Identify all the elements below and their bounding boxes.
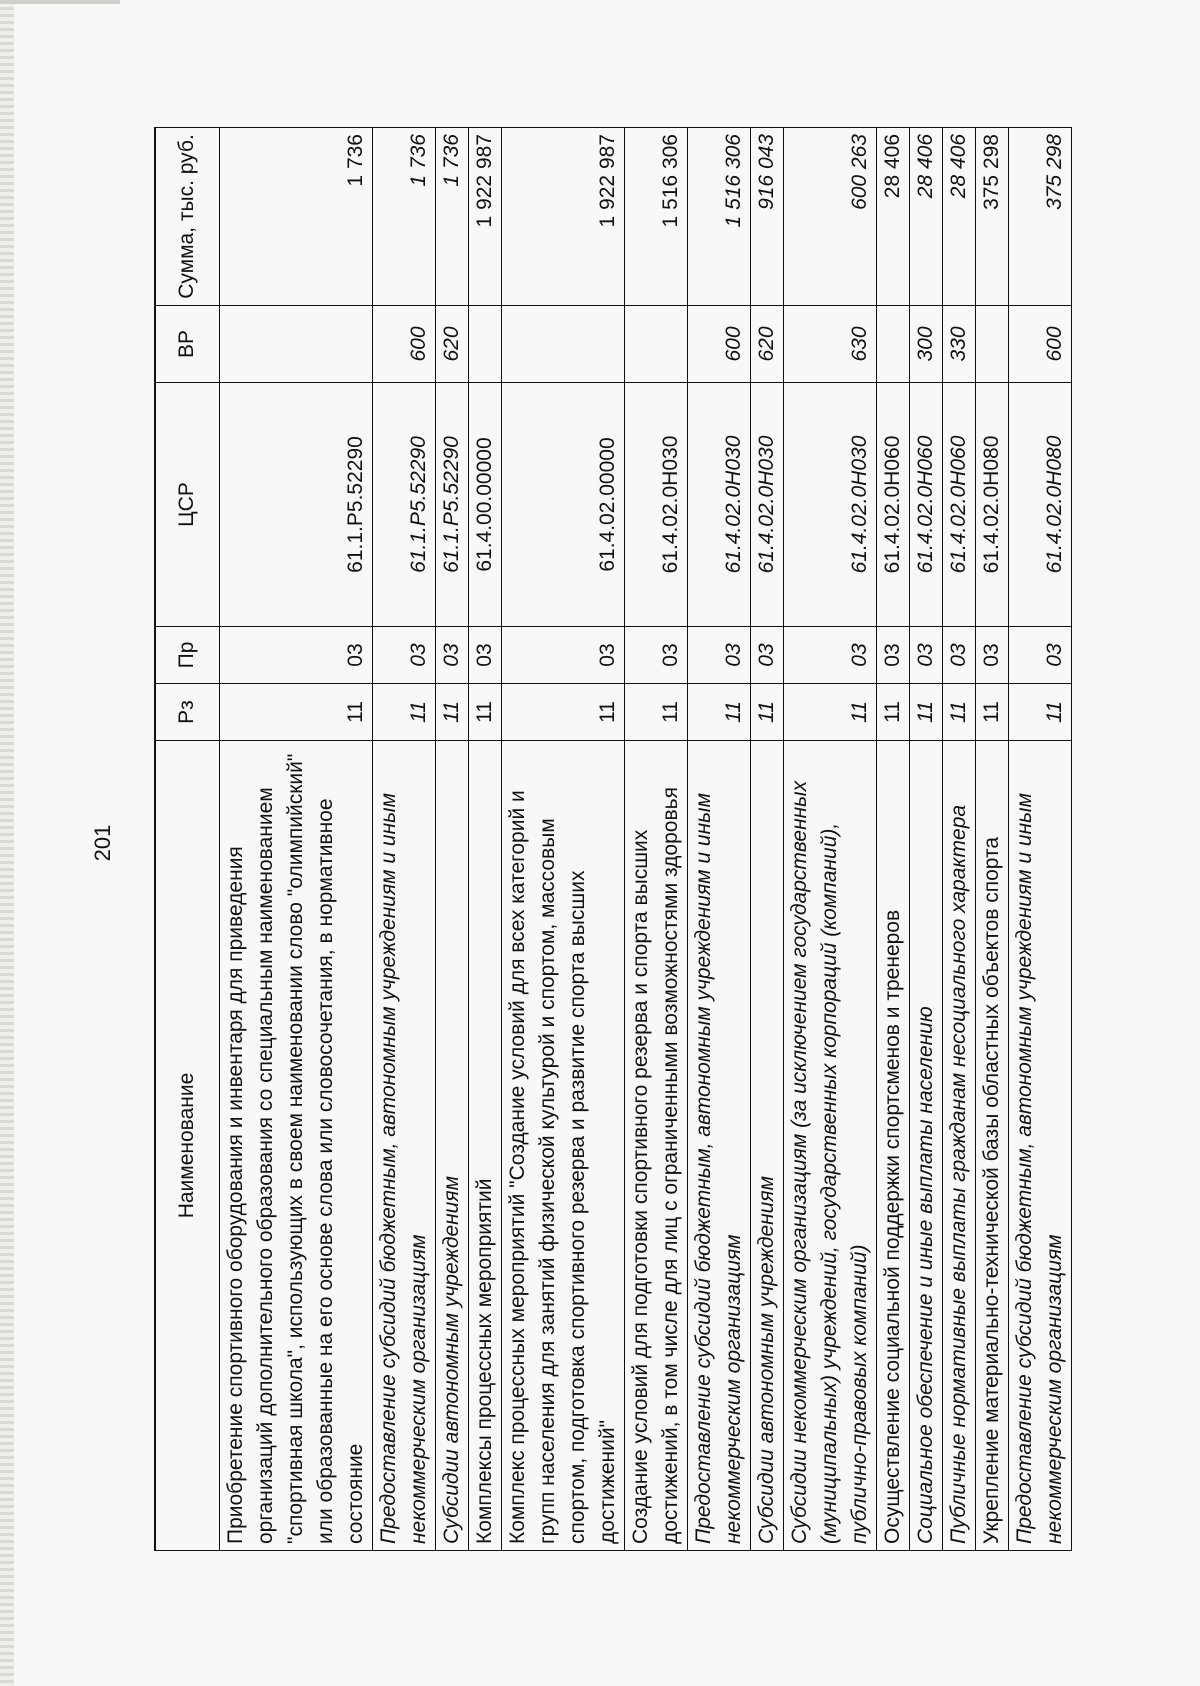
cell-vr: 620 (750, 306, 783, 383)
cell-name: Приобретение спортивного оборудования и инвентаря для приведения организаций дополнительного образования со специальным наименованием "спортивная школа", использующих в своем наименовании слово "олимпийский" или образованные на его основе слова или словосочетания, в нормативное состояние (219, 741, 372, 1551)
cell-rz: 11 (975, 684, 1008, 741)
cell-vr: 600 (687, 306, 750, 383)
cell-rz: 11 (219, 684, 372, 741)
cell-name: Субсидии автономным учреждениям (435, 741, 468, 1551)
cell-csr: 61.4.02.0Н060 (876, 383, 909, 627)
cell-name: Публичные нормативные выплаты гражданам несоциального характера (942, 741, 975, 1551)
cell-rz: 11 (687, 684, 750, 741)
cell-vr: 300 (909, 306, 942, 383)
table-row (942, 128, 975, 1551)
cell-vr: 330 (942, 306, 975, 383)
cell-csr: 61.4.00.00000 (468, 383, 501, 627)
table-row (372, 128, 435, 1551)
cell-name: Укрепление материально-технической базы областных объектов спорта (975, 741, 1008, 1551)
table-row (876, 128, 909, 1551)
cell-vr (624, 306, 687, 383)
cell-pr: 03 (783, 627, 876, 684)
cell-sum: 28 406 (909, 128, 942, 306)
cell-sum: 1 736 (435, 128, 468, 306)
cell-sum: 1 516 306 (687, 128, 750, 306)
cell-vr (876, 306, 909, 383)
header-rz: Рз (155, 684, 219, 741)
cell-name: Предоставление субсидий бюджетным, автономным учреждениям и иным некоммерческим организациям (1008, 741, 1071, 1551)
cell-csr: 61.4.02.0Н030 (624, 383, 687, 627)
cell-rz: 11 (942, 684, 975, 741)
cell-sum: 1 922 987 (501, 128, 624, 306)
cell-rz: 11 (876, 684, 909, 741)
cell-pr: 03 (687, 627, 750, 684)
cell-pr: 03 (219, 627, 372, 684)
cell-csr: 61.4.02.0Н060 (909, 383, 942, 627)
cell-vr: 620 (435, 306, 468, 383)
cell-csr: 61.4.02.0Н060 (942, 383, 975, 627)
table-row (687, 128, 750, 1551)
header-sum: Сумма, тыс. руб. (155, 128, 219, 306)
cell-vr: 600 (372, 306, 435, 383)
cell-vr: 630 (783, 306, 876, 383)
cell-csr: 61.4.02.0Н030 (750, 383, 783, 627)
cell-sum: 375 298 (1008, 128, 1071, 306)
table-row (750, 128, 783, 1551)
scan-edge-top (0, 0, 120, 4)
cell-pr: 03 (372, 627, 435, 684)
cell-csr: 61.1.P5.52290 (219, 383, 372, 627)
cell-sum: 28 406 (876, 128, 909, 306)
cell-rz: 11 (501, 684, 624, 741)
cell-sum: 1 736 (372, 128, 435, 306)
cell-pr: 03 (501, 627, 624, 684)
page-number: 201 (90, 824, 115, 862)
cell-name: Комплексы процессных мероприятий (468, 741, 501, 1551)
cell-csr: 61.4.02.0Н080 (975, 383, 1008, 627)
cell-vr (468, 306, 501, 383)
cell-pr: 03 (975, 627, 1008, 684)
cell-sum: 916 043 (750, 128, 783, 306)
table-row (468, 128, 501, 1551)
rotated-page-content (154, 128, 1065, 1551)
cell-vr (501, 306, 624, 383)
table-row (501, 128, 624, 1551)
cell-sum: 600 263 (783, 128, 876, 306)
cell-csr: 61.4.02.0Н030 (687, 383, 750, 627)
cell-sum: 1 516 306 (624, 128, 687, 306)
cell-rz: 11 (624, 684, 687, 741)
cell-name: Субсидии некоммерческим организациям (за исключением государственных (муниципальных) учреждений, государственных корпораций (компаний), публично-правовых компаний) (783, 741, 876, 1551)
cell-rz: 11 (1008, 684, 1071, 741)
cell-rz: 11 (435, 684, 468, 741)
cell-vr (975, 306, 1008, 383)
cell-pr: 03 (942, 627, 975, 684)
budget-table (154, 127, 1072, 1551)
header-name: Наименование (155, 741, 219, 1551)
cell-name: Осуществление социальной поддержки спортсменов и тренеров (876, 741, 909, 1551)
cell-vr (219, 306, 372, 383)
cell-csr: 61.1.P5.52290 (372, 383, 435, 627)
cell-name: Комплекс процессных мероприятий "Создание условий для всех категорий и групп населения для занятий физической культурой и спортом, массовым спортом, подготовка спортивного резерва и развитие спорта высших достижений" (501, 741, 624, 1551)
cell-vr: 600 (1008, 306, 1071, 383)
cell-pr: 03 (1008, 627, 1071, 684)
cell-sum: 28 406 (942, 128, 975, 306)
cell-pr: 03 (468, 627, 501, 684)
cell-rz: 11 (372, 684, 435, 741)
cell-pr: 03 (624, 627, 687, 684)
cell-pr: 03 (435, 627, 468, 684)
scan-edge (0, 0, 14, 1686)
table-row (624, 128, 687, 1551)
table-row (783, 128, 876, 1551)
cell-name: Социальное обеспечение и иные выплаты населению (909, 741, 942, 1551)
cell-name: Предоставление субсидий бюджетным, автономным учреждениям и иным некоммерческим организациям (372, 741, 435, 1551)
table-row (1008, 128, 1071, 1551)
table-row (975, 128, 1008, 1551)
cell-csr: 61.4.02.0Н030 (783, 383, 876, 627)
cell-pr: 03 (750, 627, 783, 684)
table-body (219, 128, 1071, 1551)
cell-rz: 11 (750, 684, 783, 741)
table-row (219, 128, 372, 1551)
cell-sum: 1 736 (219, 128, 372, 306)
cell-csr: 61.4.02.0Н080 (1008, 383, 1071, 627)
header-pr: Пр (155, 627, 219, 684)
cell-pr: 03 (909, 627, 942, 684)
table-header-row (155, 128, 219, 1551)
cell-rz: 11 (909, 684, 942, 741)
cell-sum: 1 922 987 (468, 128, 501, 306)
header-csr: ЦСР (155, 383, 219, 627)
cell-csr: 61.4.02.00000 (501, 383, 624, 627)
cell-rz: 11 (468, 684, 501, 741)
cell-name: Субсидии автономным учреждениям (750, 741, 783, 1551)
header-vr: ВР (155, 306, 219, 383)
cell-sum: 375 298 (975, 128, 1008, 306)
cell-csr: 61.1.P5.52290 (435, 383, 468, 627)
table-row (435, 128, 468, 1551)
cell-pr: 03 (876, 627, 909, 684)
table-row (909, 128, 942, 1551)
cell-name: Создание условий для подготовки спортивного резерва и спорта высших достижений, в том числе для лиц с ограниченными возможностями здоровья (624, 741, 687, 1551)
cell-rz: 11 (783, 684, 876, 741)
cell-name: Предоставление субсидий бюджетным, автономным учреждениям и иным некоммерческим организациям (687, 741, 750, 1551)
